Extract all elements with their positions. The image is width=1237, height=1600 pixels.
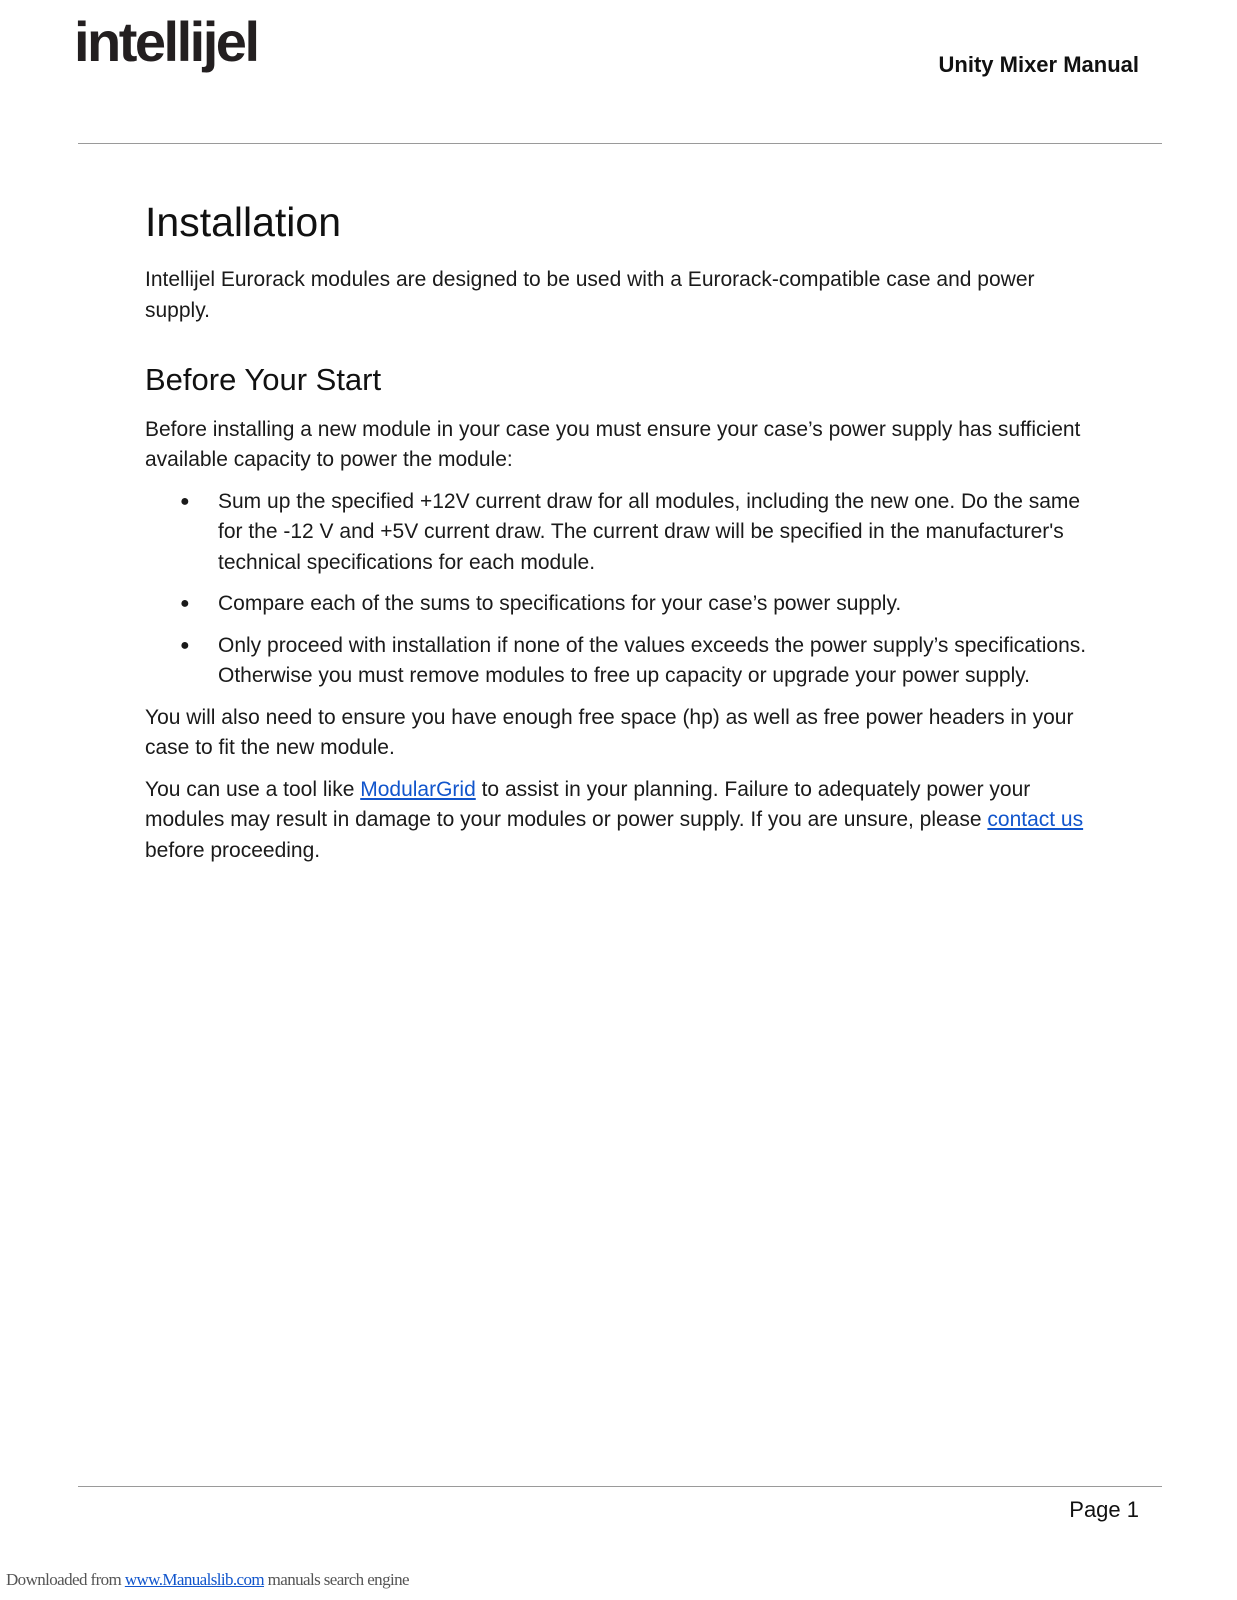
- intro-paragraph: Intellijel Eurorack modules are designed to be used with a Eurorack-compatible case and power supply.: [145, 268, 1035, 322]
- bullet-icon: ●: [180, 492, 190, 510]
- download-note: [6, 1570, 409, 1590]
- download-suffix: manuals search engine: [264, 1570, 409, 1589]
- planning-paragraph: [145, 775, 1095, 867]
- contact-us-link[interactable]: contact us: [987, 808, 1084, 832]
- page-number: Page 1: [1069, 1497, 1139, 1522]
- manual-title: Unity Mixer Manual: [938, 52, 1139, 77]
- list-item-text: Only proceed with installation if none of the values exceeds the power supply’s specifications. Otherwise you must remove modules to free up capacity or upgrade your power supply.: [218, 633, 1087, 688]
- bullet-icon: ●: [180, 595, 190, 613]
- list-item: [180, 589, 1095, 620]
- download-prefix: Downloaded from: [6, 1570, 125, 1589]
- footer-divider: [78, 1486, 1162, 1487]
- list-item: [180, 631, 1095, 692]
- bullet-icon: ●: [180, 636, 190, 654]
- before-paragraph: Before installing a new module in your case you must ensure your case’s power supply has sufficient available capacity to power the module:: [145, 417, 1081, 472]
- intellijel-logo: intellijel: [74, 10, 258, 73]
- list-item-text: Compare each of the sums to specifications for your case’s power supply.: [218, 592, 902, 616]
- subsection-heading: Before Your Start: [145, 362, 382, 398]
- manualslib-link[interactable]: www.Manualslib.com: [124, 1570, 265, 1589]
- requirements-list: [145, 487, 1095, 692]
- planning-text-end: before proceeding.: [145, 838, 321, 862]
- page-content: [145, 196, 1095, 877]
- section-heading: Installation: [145, 199, 342, 245]
- planning-text-middle: to assist in your planning. Failure to adequately power your modules may result in damage to your modules or power supply. If you are unsure, please: [145, 777, 1031, 832]
- header-divider: [78, 143, 1162, 144]
- modulargrid-link[interactable]: ModularGrid: [360, 777, 476, 801]
- list-item: [180, 487, 1095, 579]
- list-item-text: Sum up the specified +12V current draw for all modules, including the new one. Do the same for the -12 V and +5V current draw. The current draw will be specified in the manufacturer's technical specifications for each module.: [218, 489, 1081, 574]
- planning-text-start: You can use a tool like: [145, 777, 361, 801]
- space-paragraph: You will also need to ensure you have enough free space (hp) as well as free power headers in your case to fit the new module.: [145, 705, 1074, 760]
